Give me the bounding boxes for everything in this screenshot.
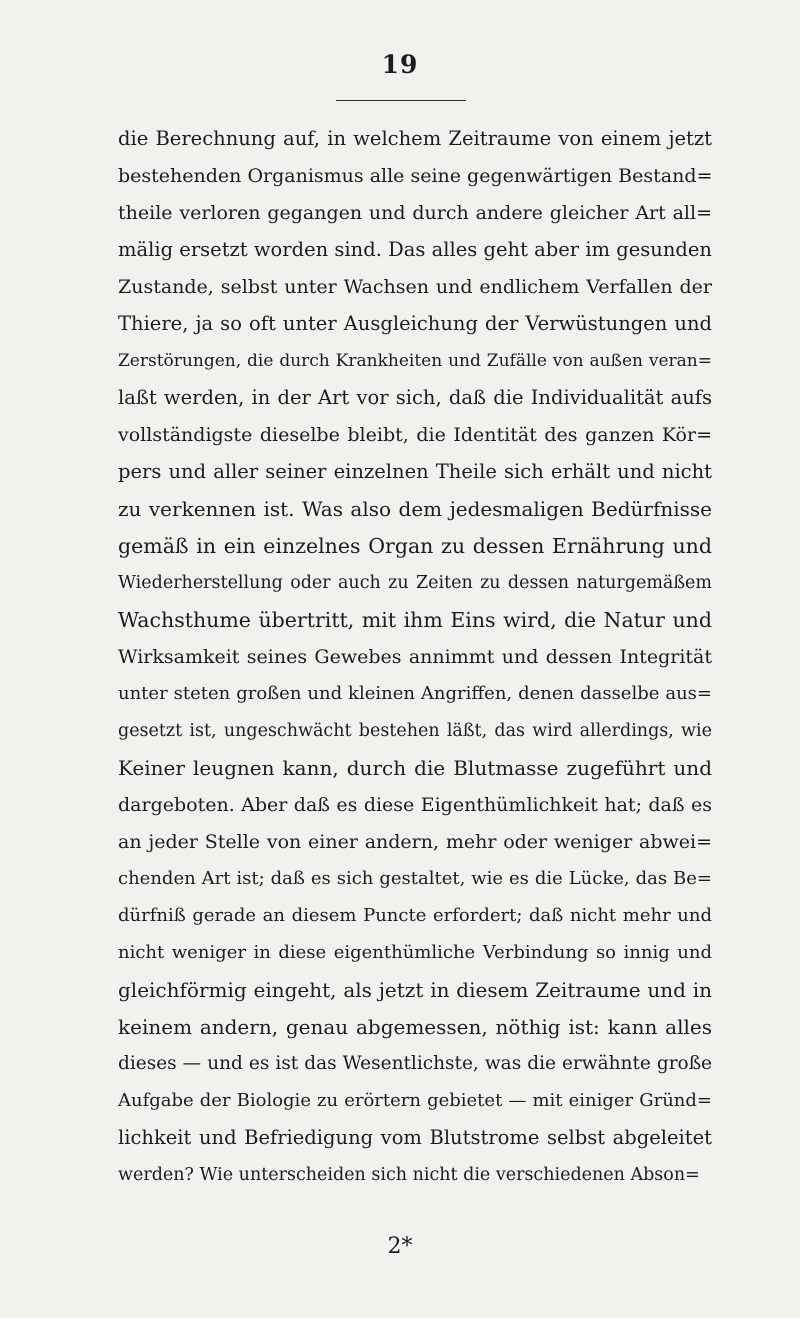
header-rule [336,100,466,101]
text-line: die Berechnung auf, in welchem Zeitraume von einem jetzt [118,127,712,150]
text-line: dürfniß gerade an diesem Puncte erfordert; daß nicht mehr und [118,905,712,926]
page-number: 19 [381,50,419,79]
text-line: pers und aller seiner einzelnen Theile sich erhält und nicht [118,460,712,483]
text-line: gesetzt ist, ungeschwächt bestehen läßt, das wird allerdings, wie [118,721,712,741]
text-line: Wirksamkeit seines Gewebes annimmt und dessen Integrität [118,646,712,668]
text-line: Thiere, ja so oft unter Ausgleichung der Verwüstungen und [118,312,712,335]
text-line: dieses — und es ist das Wesentlichste, was die erwähnte große [118,1053,712,1074]
text-line: Zerstörungen, die durch Krankheiten und Zufälle von außen veran= [118,351,712,371]
text-line: Aufgabe der Biologie zu erörtern gebietet — mit einiger Gründ= [118,1090,712,1111]
text-line: dargeboten. Aber daß es diese Eigenthümlichkeit hat; daß es [118,794,712,816]
text-line: Wachsthume übertritt, mit ihm Eins wird, die Natur und [118,608,712,632]
text-line: keinem andern, genau abgemessen, nöthig ist: kann alles [118,1015,712,1039]
text-line: Zustande, selbst unter Wachsen und endlichem Verfallen der [118,276,712,298]
text-line: werden? Wie unterscheiden sich nicht die verschiedenen Abson= [118,1165,700,1185]
text-line: theile verloren gegangen und durch andere gleicher Art all= [118,202,712,224]
text-line: an jeder Stelle von einer andern, mehr oder weniger abwei= [118,831,712,853]
text-line: gleichförmig eingeht, als jetzt in diesem Zeitraume und in [118,978,712,1002]
text-line: bestehenden Organismus alle seine gegenwärtigen Bestand= [118,165,713,187]
text-line: nicht weniger in diese eigenthümliche Verbindung so innig und [118,942,712,963]
signature-mark: 2* [387,1234,413,1259]
text-line: chenden Art ist; daß es sich gestaltet, wie es die Lücke, das Be= [118,868,712,889]
text-line: unter steten großen und kleinen Angriffen, denen dasselbe aus= [118,683,712,704]
text-line: gemäß in ein einzelnes Organ zu dessen Ernährung und [118,534,712,558]
text-line: lichkeit und Befriedigung vom Blutstrome selbst abgeleitet [118,1126,712,1149]
text-line: Keiner leugnen kann, durch die Blutmasse zugeführt und [118,756,712,780]
text-line: vollständigste dieselbe bleibt, die Identität des ganzen Kör= [118,424,712,446]
text-line: zu verkennen ist. Was also dem jedesmaligen Bedürfnisse [118,497,712,521]
text-line: laßt werden, in der Art vor sich, daß die Individualität aufs [118,386,712,409]
text-line: mälig ersetzt worden sind. Das alles geht aber im gesunden [118,238,712,261]
text-line: Wiederherstellung oder auch zu Zeiten zu dessen naturgemäßem [118,573,712,593]
